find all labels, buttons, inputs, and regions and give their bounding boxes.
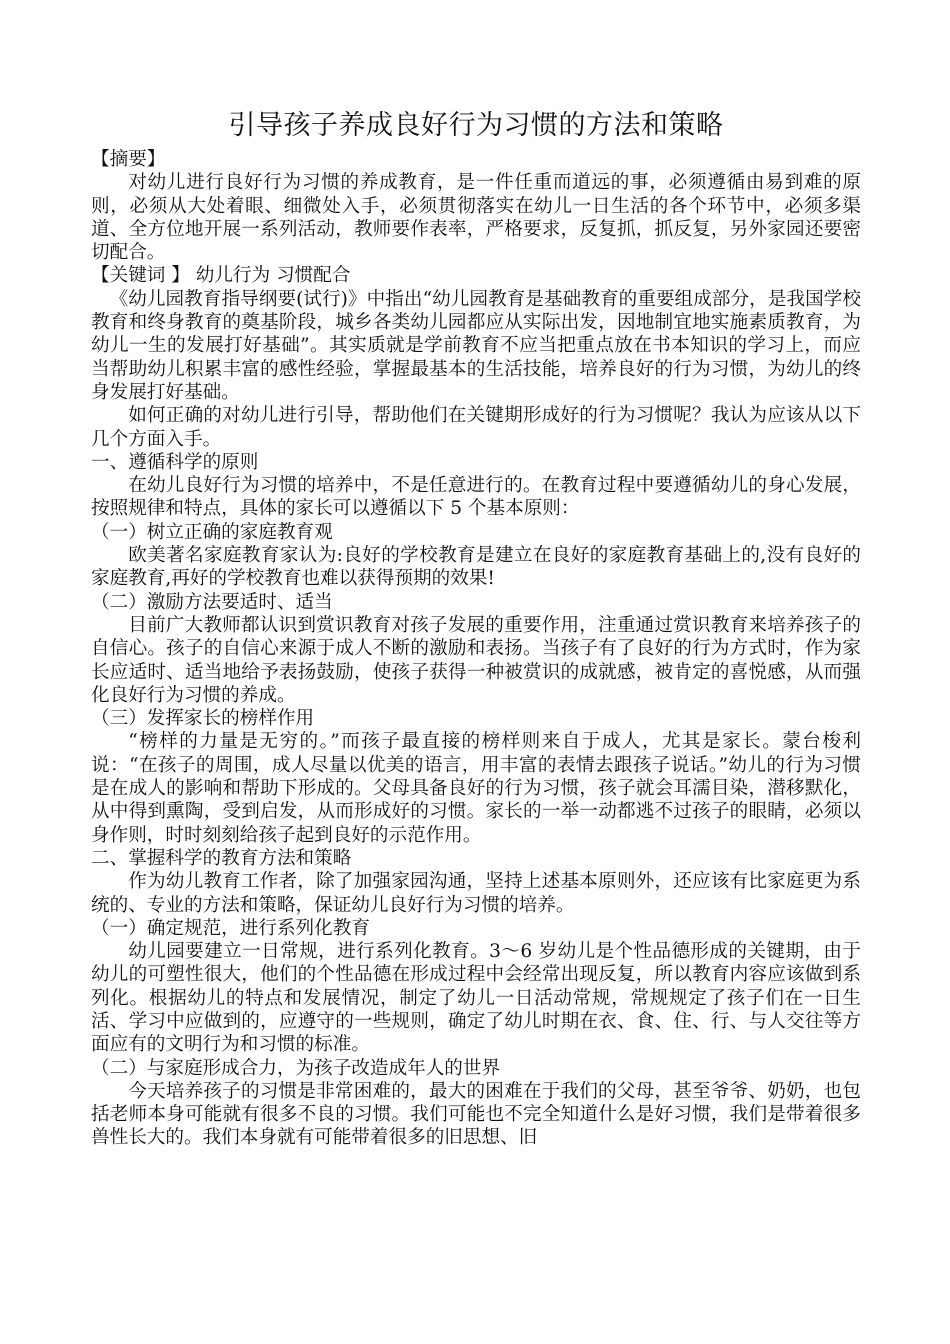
section-1-sub-1-text: 欧美著名家庭教育家认为:良好的学校教育是建立在良好的家庭教育基础上的,没有良好的家庭教育,再好的学校教育也难以获得预期的效果! (91, 545, 861, 590)
section-2-sub-2-text: 今天培养孩子的习惯是非常困难的，最大的困难在于我们的父母，甚至爷爷、奶奶，也包括老师本身可能就有很多不良的习惯。我们可能也不完全知道什么是好习惯，我们是带着很多兽性长大的。我们本身就有可能带着很多的旧思想、旧 (91, 1080, 861, 1149)
section-1-title: 一、遵循科学的原则 (91, 451, 259, 473)
document-title: 引导孩子养成良好行为习惯的方法和策略 (228, 110, 724, 141)
section-1-paragraph: 在幼儿良好行为习惯的培养中，不是任意进行的。在教育过程中要遵循幼儿的身心发展，按照规律和特点，具体的家长可以遵循以下 5 个基本原则： (91, 475, 861, 520)
section-2-sub-2-title: （二）与家庭形成合力，为孩子改造成年人的世界 (91, 1057, 501, 1079)
section-1-sub-3-text: “榜样的力量是无穷的。”而孩子最直接的榜样则来自于成人，尤其是家长。蒙台梭利说：“在孩子的周围，成人尽量以优美的语言，用丰富的表情去跟孩子说话。”幼儿的行为习惯是在成人的影响和帮助下形成的。父母具备良好的行为习惯，孩子就会耳濡目染，潜移默化，从中得到熏陶，受到启发，从而形成好的习惯。家长的一举一动都逃不过孩子的眼睛，必须以身作则，时时刻刻给孩子起到良好的示范作用。 (91, 731, 861, 846)
intro-paragraph-2: 如何正确的对幼儿进行引导，帮助他们在关键期形成好的行为习惯呢？我认为应该从以下几个方面入手。 (91, 405, 861, 450)
section-1-sub-2-text: 目前广大教师都认识到赏识教育对孩子发展的重要作用，注重通过赏识教育来培养孩子的自信心。孩子的自信心来源于成人不断的激励和表扬。当孩子有了良好的行为方式时，作为家长应适时、适当地给予表扬鼓励，使孩子获得一种被赏识的成就感，被肯定的喜悦感，从而强化良好行为习惯的养成。 (91, 614, 861, 706)
section-2-paragraph: 作为幼儿教育工作者，除了加强家园沟通，坚持上述基本原则外，还应该有比家庭更为系统的、专业的方法和策略，保证幼儿良好行为习惯的培养。 (91, 871, 861, 916)
section-2-sub-1-title: （一）确定规范，进行系列化教育 (91, 917, 370, 939)
section-1-sub-3-title: （三）发挥家长的榜样作用 (91, 708, 315, 730)
section-1-sub-1-title: （一）树立正确的家庭教育观 (91, 521, 333, 543)
keywords-line: 【关键词 】 幼儿行为 习惯配合 (91, 265, 351, 287)
section-2-sub-1-text: 幼儿园要建立一日常规，进行系列化教育。3～6 岁幼儿是个性品德形成的关键期，由于幼儿的可塑性很大，他们的个性品德在形成过程中会经常出现反复，所以教育内容应该做到系列化。根据幼儿的特点和发展情况，制定了幼儿一日活动常规，常规规定了孩子们在一日生活、学习中应做到的，应遵守的一些规则，确定了幼儿时期在衣、食、住、行、与人交往等方面应有的文明行为和习惯的标准。 (91, 941, 861, 1056)
abstract-text: 对幼儿进行良好行为习惯的养成教育，是一件任重而道远的事，必须遵循由易到难的原则，必须从大处着眼、细微处入手，必须贯彻落实在幼儿一日生活的各个环节中，必须多渠道、全方位地开展一系列活动，教师要作表率，严格要求，反复抓，抓反复，另外家园还要密切配合。 (91, 172, 861, 264)
intro-paragraph-1: 《幼儿园教育指导纲要(试行)》中指出“幼儿园教育是基础教育的重要组成部分，是我国学校教育和终身教育的奠基阶段，城乡各类幼儿园都应从实际出发，因地制宜地实施素质教育，为幼儿一生的发展打好基础”。其实质就是学前教育不应当把重点放在书本知识的学习上，而应当帮助幼儿积累丰富的感性经验，掌握最基本的生活技能，培养良好的行为习惯，为幼儿的终身发展打好基础。 (91, 288, 861, 403)
document-page (91, 104, 861, 1150)
section-1-sub-2-title: （二）激励方法要适时、适当 (91, 591, 333, 613)
section-2-title: 二、掌握科学的教育方法和策略 (91, 847, 352, 869)
abstract-label: 【摘要】 (91, 149, 166, 170)
